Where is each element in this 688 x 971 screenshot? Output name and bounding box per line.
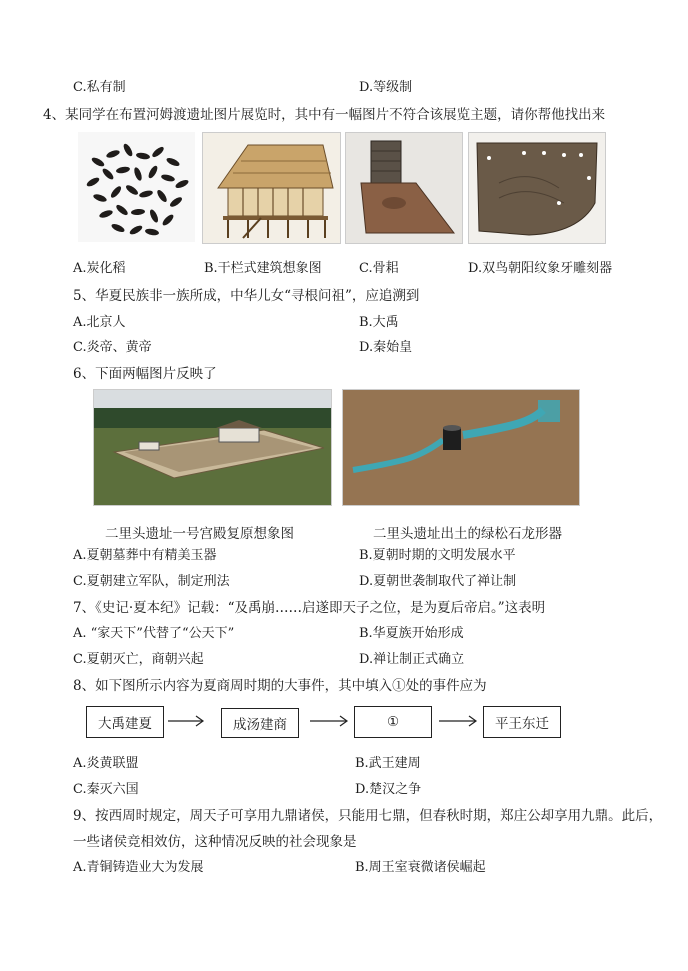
q8-option-b: B.武王建周 — [355, 756, 421, 771]
carbonized-rice-image — [78, 132, 195, 242]
q5-option-b: B.大禹 — [359, 315, 399, 330]
q7-option-c: C.夏朝灭亡，商朝兴起 — [73, 652, 204, 667]
flow-box-cheng-tang: 成汤建商 — [221, 708, 299, 738]
palace-reconstruction-image — [93, 389, 332, 506]
q4-option-d: D.双鸟朝阳纹象牙雕刻器 — [468, 261, 613, 276]
q6-stem: 6、下面两幅图片反映了 — [73, 366, 217, 382]
palace-caption: 二里头遗址一号宫殿复原想象图 — [105, 526, 294, 542]
q5-option-c: C.炎帝、黄帝 — [73, 340, 152, 355]
q8-option-d: D.楚汉之争 — [355, 782, 422, 797]
q4-stem: 4、某同学在布置河姆渡遗址图片展览时，其中有一幅图片不符合该展览主题，请你帮他找出来 — [43, 107, 606, 123]
arrow-icon-2 — [308, 714, 350, 728]
flow-box-ping-wang: 平王东迁 — [483, 706, 561, 738]
q6-option-d: D.夏朝世袭制取代了禅让制 — [359, 574, 517, 589]
dragon-caption: 二里头遗址出土的绿松石龙形器 — [373, 526, 562, 542]
q4-option-a: A.炭化稻 — [73, 261, 126, 276]
q9-option-a: A.青铜铸造业大为发展 — [73, 860, 204, 875]
q7-option-a: A. “家天下”代替了“公天下” — [73, 626, 235, 641]
q5-option-d: D.秦始皇 — [359, 340, 413, 355]
ivory-carving-image — [468, 132, 606, 244]
arrow-icon-1 — [166, 714, 206, 728]
q5-stem: 5、华夏民族非一族所成，中华儿女“寻根问祖”，应追溯到 — [73, 288, 420, 304]
flow-box-da-yu: 大禹建夏 — [86, 706, 164, 738]
arrow-icon-3 — [437, 714, 479, 728]
q9-option-b: B.周王室衰微诸侯崛起 — [355, 860, 486, 875]
q8-option-c: C.秦灭六国 — [73, 782, 139, 797]
q4-option-c: C.骨耜 — [359, 261, 399, 276]
q9-stem-line2: 一些诸侯竞相效仿，这种情况反映的社会现象是 — [73, 834, 357, 850]
q8-option-a: A.炎黄联盟 — [73, 756, 139, 771]
flow-box-blank: ① — [354, 706, 432, 738]
q3-option-d: D.等级制 — [359, 80, 413, 95]
q6-option-a: A.夏朝墓葬中有精美玉器 — [73, 548, 217, 563]
q7-option-d: D.禅让制正式确立 — [359, 652, 465, 667]
q3-option-c: C.私有制 — [73, 80, 126, 95]
bone-spade-image — [345, 132, 463, 244]
q7-stem: 7、《史记·夏本纪》记载：“及禹崩……启遂即天子之位，是为夏后帝启。”这表明 — [73, 600, 546, 616]
q6-option-b: B.夏朝时期的文明发展水平 — [359, 548, 516, 563]
q8-stem: 8、如下图所示内容为夏商周时期的大事件，其中填入①处的事件应为 — [73, 678, 487, 694]
q9-stem-line1: 9、按西周时规定，周天子可享用九鼎诸侯，只能用七鼎，但春秋时期，郑庄公却享用九鼎。此后， — [73, 808, 663, 824]
q5-option-a: A.北京人 — [73, 315, 126, 330]
q6-option-c: C.夏朝建立军队，制定刑法 — [73, 574, 230, 589]
stilt-house-image — [202, 132, 341, 244]
turquoise-dragon-image — [342, 389, 580, 506]
q7-option-b: B.华夏族开始形成 — [359, 626, 464, 641]
q4-option-b: B.干栏式建筑想象图 — [204, 261, 322, 276]
